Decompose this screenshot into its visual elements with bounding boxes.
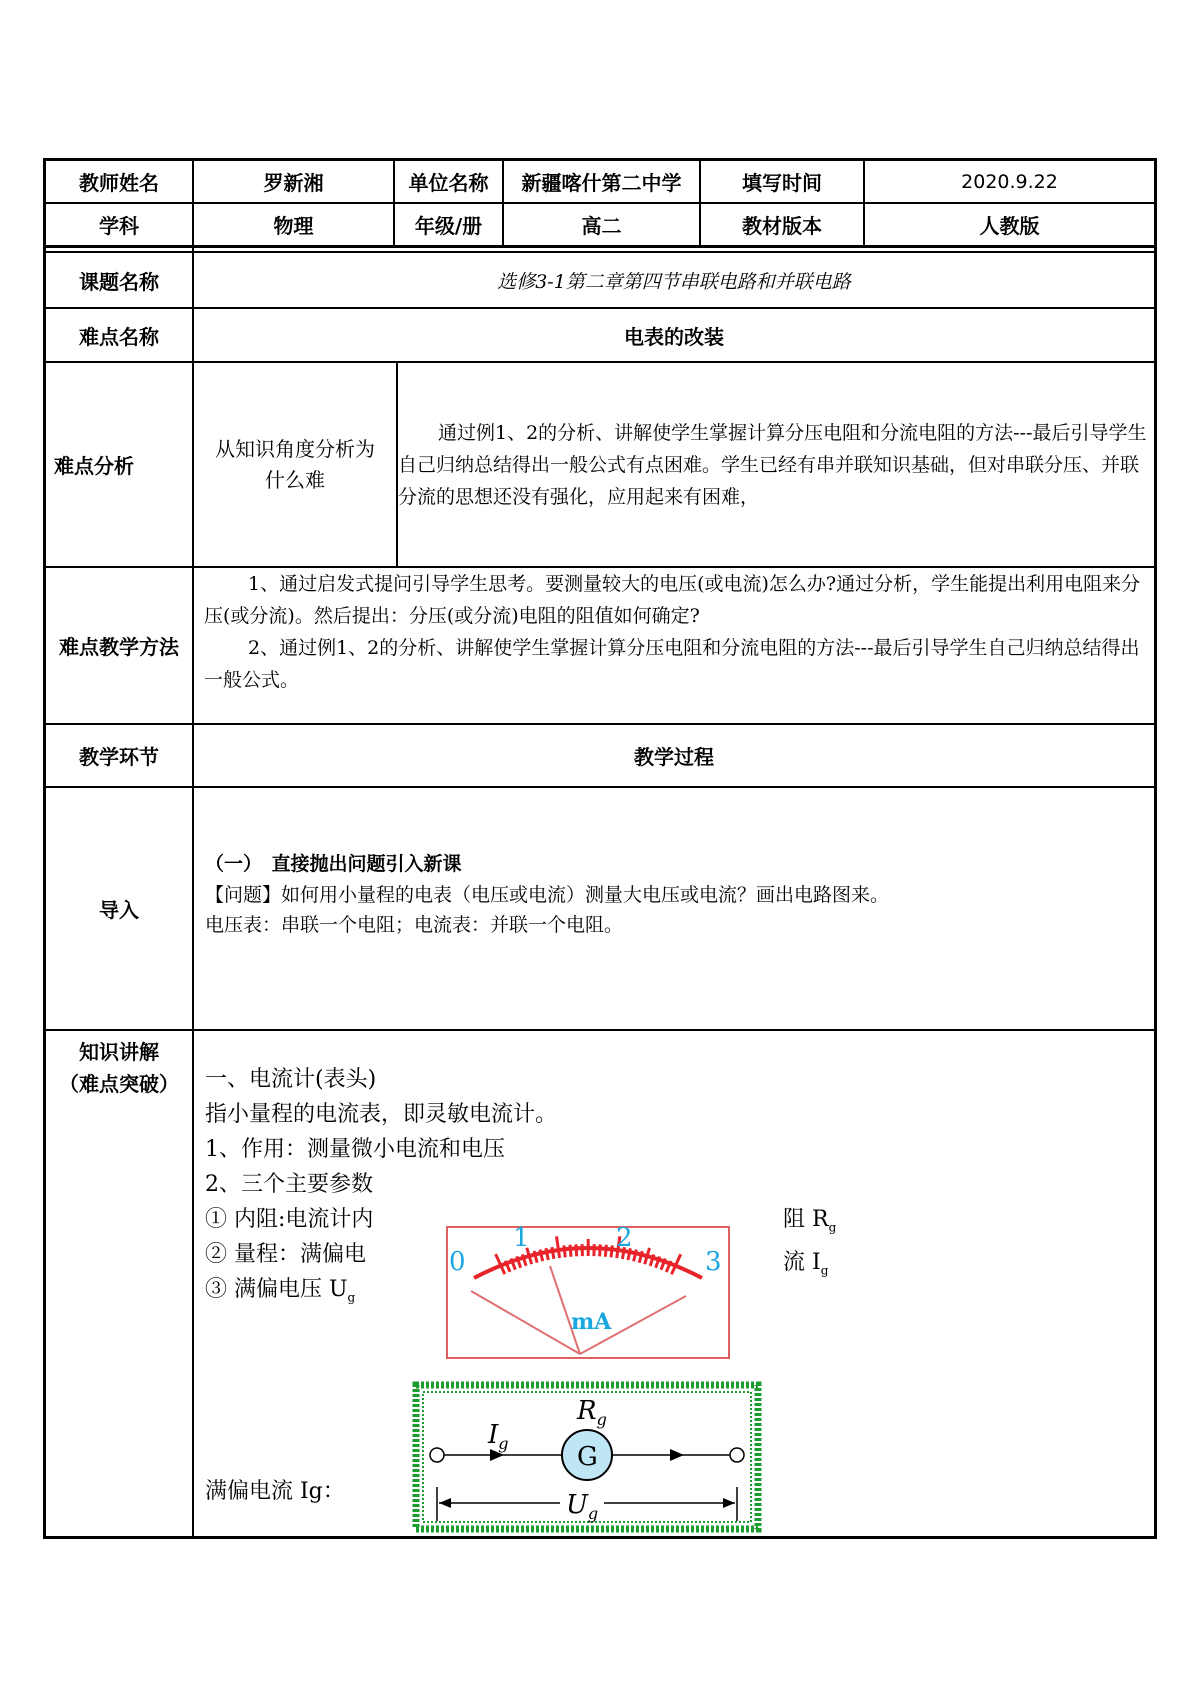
knowledge-line-4: 2、三个主要参数	[205, 1172, 373, 1197]
tick-label-3: 3	[705, 1247, 722, 1277]
tick-label-1: 1	[513, 1226, 530, 1253]
knowledge-sub-label: （难点突破）	[59, 1072, 179, 1096]
galvanometer-circuit	[412, 1381, 762, 1533]
process-value: 教学过程	[634, 745, 714, 769]
process-label: 教学环节	[79, 745, 159, 769]
tick-label-0: 0	[449, 1247, 466, 1277]
difficulty-value: 电表的改装	[624, 324, 724, 349]
tick-label-2: 2	[616, 1226, 633, 1253]
knowledge-line-7: ③ 满偏电压 $U_g$	[205, 1277, 356, 1305]
analysis-text-block	[398, 417, 1148, 513]
time-label: 填写时间	[742, 171, 822, 195]
knowledge-line-5: ① 内阻:电流计内	[205, 1207, 374, 1232]
analysis-sub-label: 从知识角度分析为什么难	[215, 436, 375, 492]
knowledge-line-6: ② 量程：满偏电	[205, 1242, 366, 1267]
method-label: 难点教学方法	[59, 635, 179, 659]
knowledge-line-6b: 流 $I_g$	[783, 1250, 829, 1278]
knowledge-line-1: 一、电流计(表头)	[205, 1067, 377, 1092]
knowledge-line-5b: 阻 $R_g$	[783, 1207, 837, 1235]
intro-question: 【问题】如何用小量程的电表（电压或电流）测量大电压或电流？画出电路图来。	[205, 884, 890, 906]
grade-value: 高二	[581, 214, 622, 238]
method-text-block	[204, 568, 1149, 696]
ammeter-dial	[446, 1226, 730, 1359]
intro-answer: 电压表：串联一个电阻；电流表：并联一个电阻。	[205, 914, 624, 936]
current-label: $I_g$	[488, 1420, 509, 1453]
intro-label: 导入	[99, 898, 139, 922]
unit-value: 新疆喀什第二中学	[521, 171, 682, 195]
unit-label: 单位名称	[408, 171, 489, 195]
time-value: 2020.9.22	[961, 170, 1058, 193]
galvanometer-label: G	[577, 1442, 598, 1472]
edition-value: 人教版	[979, 214, 1040, 238]
terminal-right	[730, 1448, 744, 1462]
analysis-text: 通过例1、2的分析、讲解使学生掌握计算分压电阻和分流电阻的方法---最后引导学生自己归纳总结得出一般公式有点困难。学生已经有串并联知识基础，但对串联分压、并联分流的思想还没有强化，应用起来有困难，	[398, 422, 1147, 508]
scale-tick	[605, 1245, 606, 1257]
topic-label: 课题名称	[79, 269, 159, 294]
intro-heading: （一） 直接抛出问题引入新课	[205, 853, 462, 875]
edition-label: 教材版本	[742, 214, 822, 238]
method-p1: 1、通过启发式提问引导学生思考。要测量较大的电压(或电流)怎么办?通过分析，学生能提出利用电阻来分压(或分流)。然后提出：分压(或分流)电阻的阻值如何确定?	[204, 573, 1141, 627]
grade-label: 年级/册	[414, 214, 483, 238]
teacher-label: 教师姓名	[79, 171, 159, 195]
voltage-label: $U_g$	[566, 1490, 599, 1523]
knowledge-label-block	[46, 1036, 192, 1100]
difficulty-label: 难点名称	[79, 324, 159, 349]
unit-label-ma: mA	[571, 1309, 612, 1335]
terminal-left	[430, 1448, 444, 1462]
intro-block	[205, 848, 1150, 940]
scale-tick	[564, 1245, 565, 1257]
knowledge-right-text	[783, 1202, 983, 1289]
subject-value: 物理	[273, 214, 314, 238]
teacher-value: 罗新湘	[263, 171, 324, 195]
knowledge-line-8: 满偏电流 Ig：	[205, 1479, 345, 1504]
subject-label: 学科	[99, 214, 139, 238]
topic-value: 选修3-1第二章第四节串联电路和并联电路	[497, 270, 851, 293]
knowledge-line-3: 1、作用：测量微小电流和电压	[205, 1137, 505, 1162]
knowledge-line-2: 指小量程的电流表，即灵敏电流计。	[205, 1102, 558, 1127]
analysis-label: 难点分析	[54, 454, 134, 478]
method-p2: 2、通过例1、2的分析、讲解使学生掌握计算分压电阻和分流电阻的方法---最后引导学生自己归纳总结得出一般公式。	[204, 637, 1140, 691]
resistance-label: $R_g$	[577, 1396, 607, 1429]
knowledge-label: 知识讲解	[79, 1040, 159, 1064]
